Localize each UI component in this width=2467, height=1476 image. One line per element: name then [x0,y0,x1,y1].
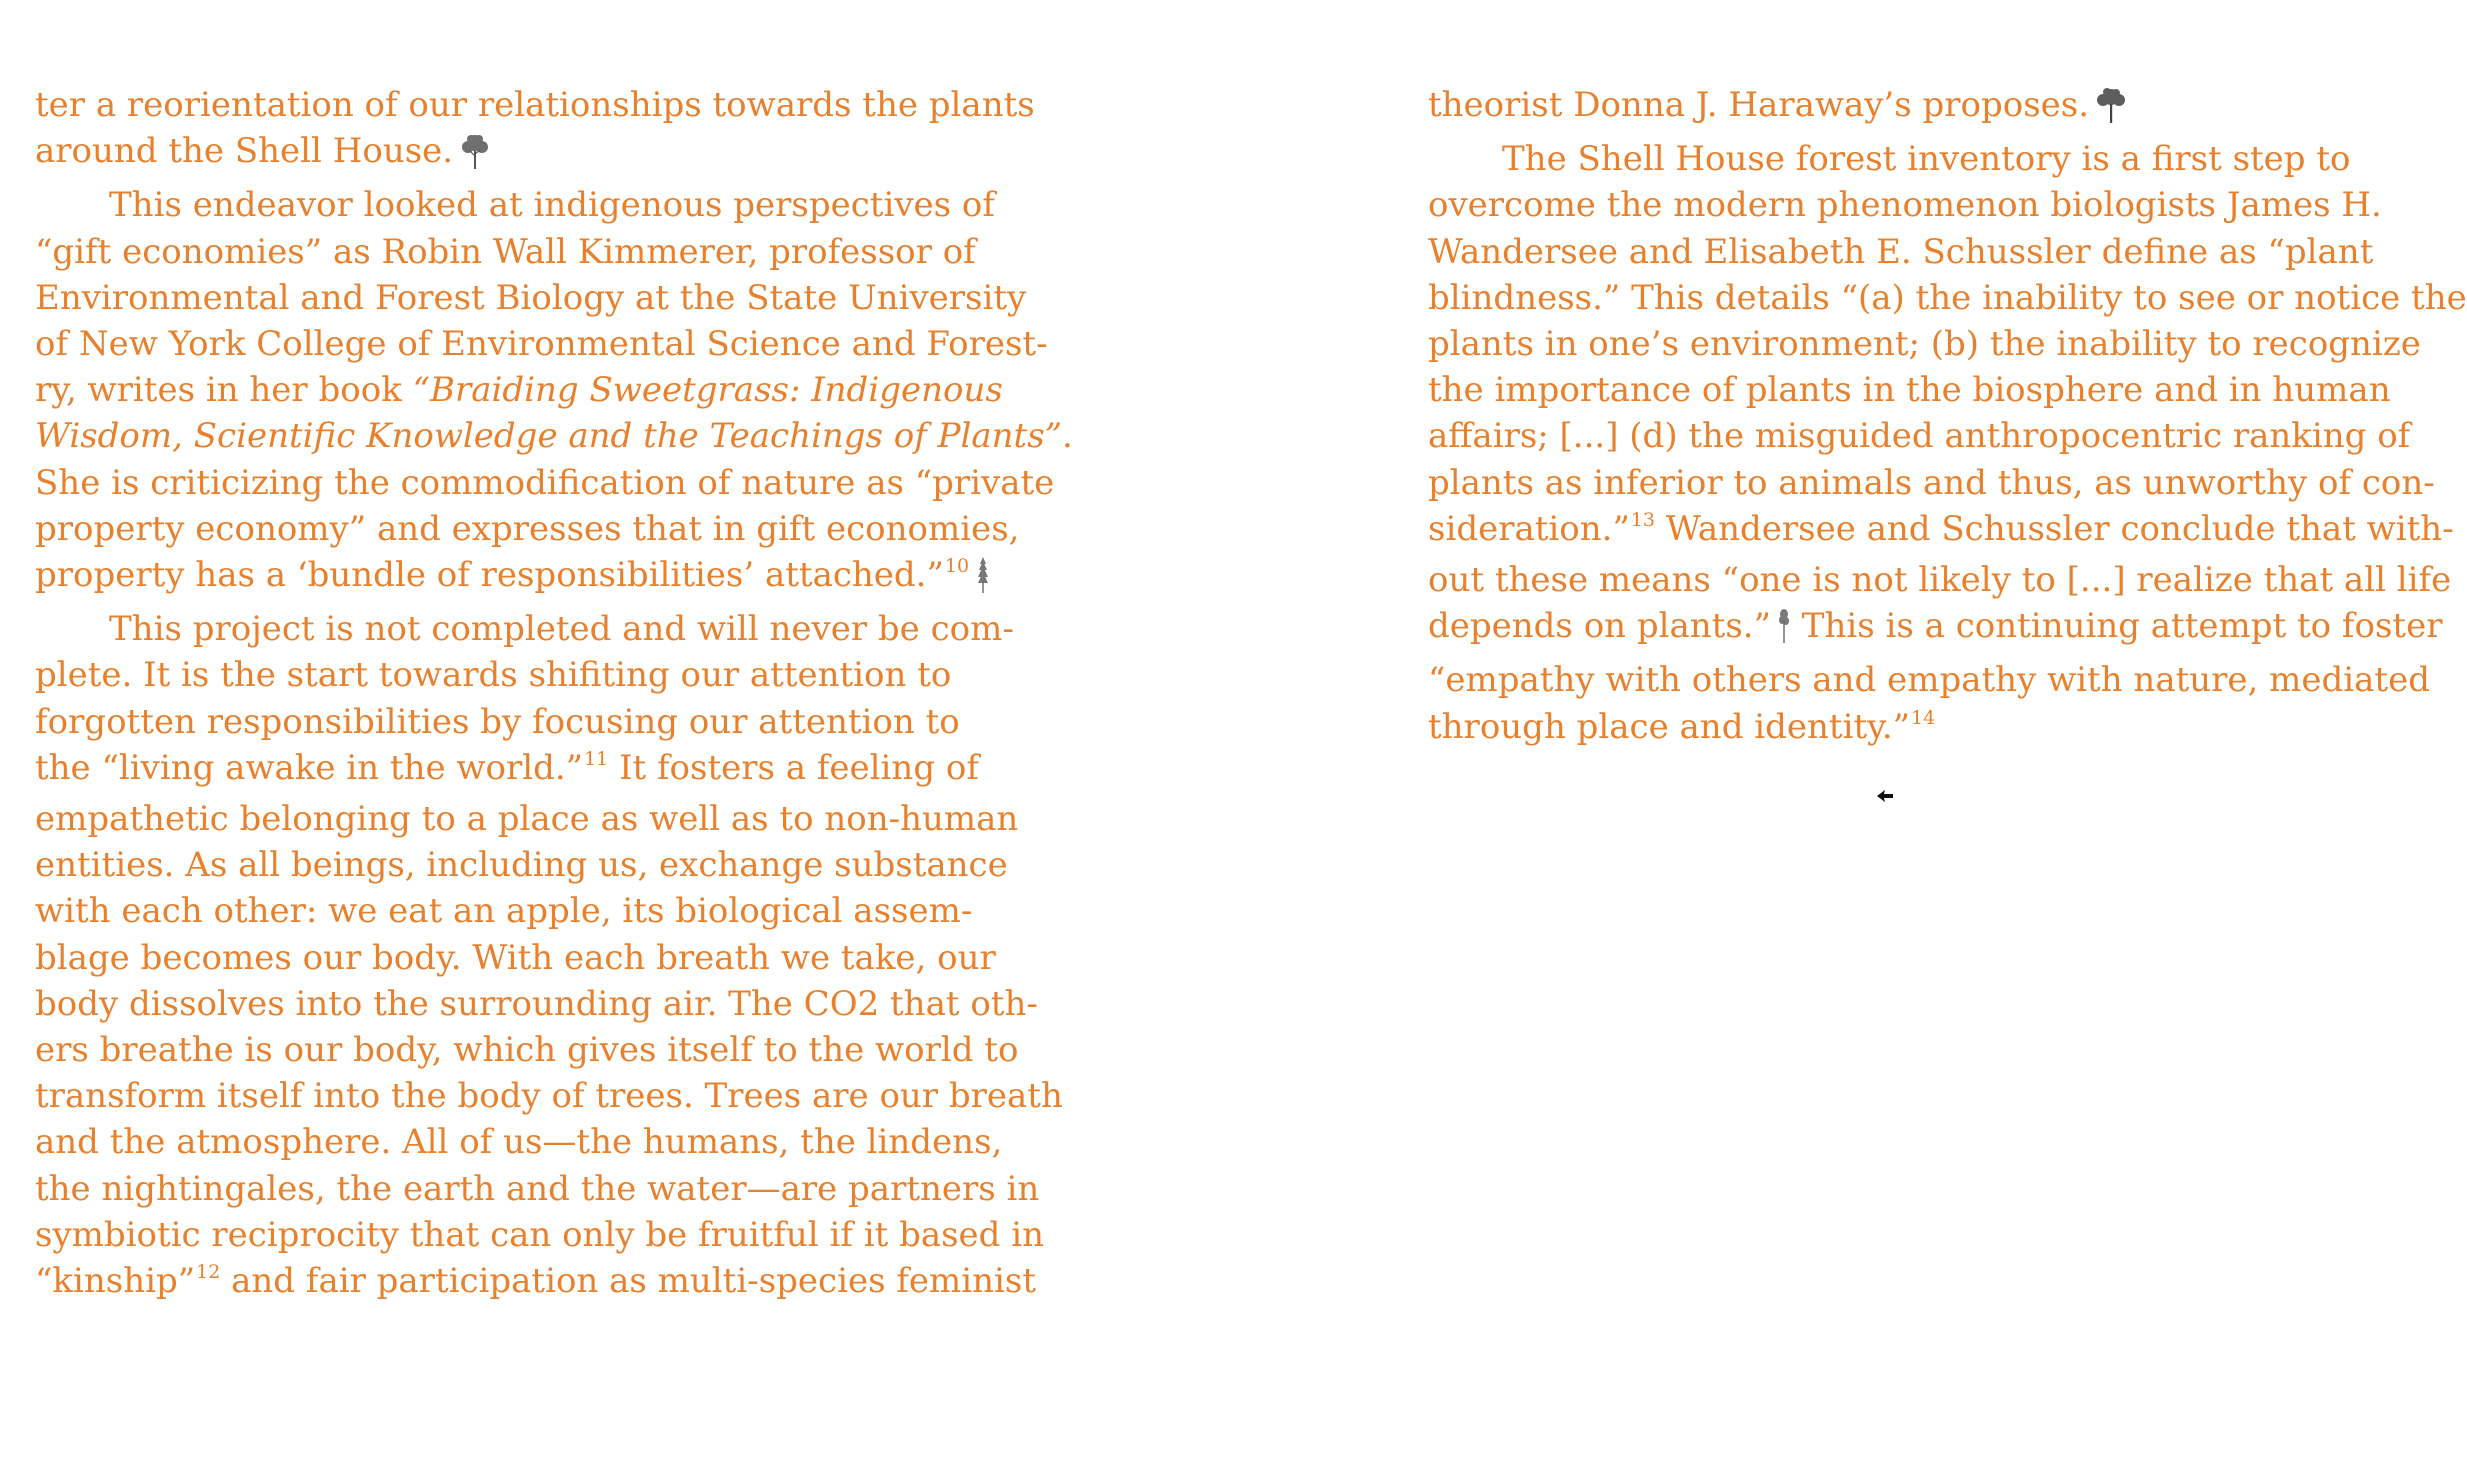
mouse-cursor-icon [1876,788,1894,807]
text-line: body dissolves into the surrounding air. The CO2 that oth- [35,983,1038,1024]
deciduous-tree-icon [2095,88,2127,136]
text-run: . [1062,416,1073,457]
text-run: theorist Donna J. Haraway’s proposes. [1428,85,2090,125]
text-line [35,745,979,796]
text-run: property has a ‘bundle of responsibilities’ attached.” [35,555,944,596]
conifer-tree-icon [975,556,991,606]
text-line: entities. As all beings, including us, exchange substance [35,845,1008,886]
text-run: through place and identity.” [1428,706,1911,747]
text-line: empathetic belonging to a place as well as to non-human [35,799,1019,840]
text-line [35,367,1003,413]
text-line [35,552,970,606]
text-line: Environmental and Forest Biology at the State University [35,277,1027,318]
deciduous-tree-icon [459,134,491,182]
text-run: This is a continuing attempt to foster [1790,606,2443,647]
text-line [1428,704,2348,755]
text-line [1428,82,2348,136]
text-line [1428,506,2454,557]
text-line: property economy” and expresses that in gift economies, [35,508,1020,549]
left-column [35,82,1073,1309]
text-line: forgotten responsibilities by focusing our attention to [35,701,960,742]
footnote-marker: 10 [944,555,970,578]
text-line: “empathy with others and empathy with nature, mediated [1428,660,2430,701]
text-line: of New York College of Environmental Science and Forest- [35,324,1048,365]
text-line: out these means “one is not likely to [...] realize that all life [1428,560,2452,601]
text-line: plete. It is the start towards shifiting our attention to [35,655,952,696]
text-line: ers breathe is our body, which gives itself to the world to [35,1030,1019,1071]
text-run: and fair participation as multi-species feminist [220,1261,1037,1302]
book-title: “Braiding Sweetgrass: Indigenous [412,370,1003,411]
text-line: Wandersee and Elisabeth E. Schussler define as “plant [1428,231,2374,272]
text-line: The Shell House forest inventory is a first step to [1502,139,2351,180]
text-run: the “living awake in the world.” [35,747,584,788]
text-line [1428,603,2443,657]
text-line: blage becomes our body. With each breath we take, our [35,937,996,978]
text-line: affairs; [...] (d) the misguided anthropocentric ranking of [1428,416,2411,457]
sapling-tree-icon [1777,609,1791,657]
text-line [35,413,1073,459]
text-line: the nightingales, the earth and the water—are partners in [35,1168,1040,1209]
footnote-marker: 14 [1911,706,1936,729]
text-line: She is criticizing the commodification of nature as “private [35,462,1055,503]
text-line [35,128,955,182]
text-run: depends on plants.” [1428,606,1771,647]
text-line: plants as inferior to animals and thus, as unworthy of con- [1428,462,2435,503]
text-line: This endeavor looked at indigenous perspectives of [109,185,995,226]
text-line: ter a reorientation of our relationships towards the plants [35,85,1035,125]
text-line: symbiotic reciprocity that can only be fruitful if it based in [35,1214,1045,1255]
footnote-marker: 13 [1630,508,1656,531]
text-run: “kinship” [35,1261,196,1302]
text-line: “gift economies” as Robin Wall Kimmerer, professor of [35,231,976,272]
text-run: ry, writes in her book [35,370,413,411]
right-column [1428,82,2467,755]
footnote-marker: 11 [584,747,609,770]
footnote-marker: 12 [196,1261,221,1284]
text-line: This project is not completed and will never be com- [109,609,1014,650]
text-line: plants in one’s environment; (b) the inability to recognize [1428,324,2421,365]
text-line: with each other: we eat an apple, its biological assem- [35,891,973,932]
text-line: the importance of plants in the biosphere and in human [1428,370,2391,411]
text-run: It fosters a feeling of [608,747,979,788]
book-title: Wisdom, Scientific Knowledge and the Teachings of Plants” [35,416,1063,457]
text-line [35,1258,1037,1309]
text-line: overcome the modern phenomenon biologists James H. [1428,185,2382,226]
text-run: Wandersee and Schussler conclude that with- [1655,508,2454,549]
text-run: sideration.” [1428,508,1630,549]
text-run: around the Shell House. [35,131,454,172]
text-line: and the atmosphere. All of us—the humans, the lindens, [35,1122,1003,1163]
text-line: blindness.” This details “(a) the inability to see or notice the [1428,277,2467,318]
text-line: transform itself into the body of trees. Trees are our breath [35,1076,1063,1117]
